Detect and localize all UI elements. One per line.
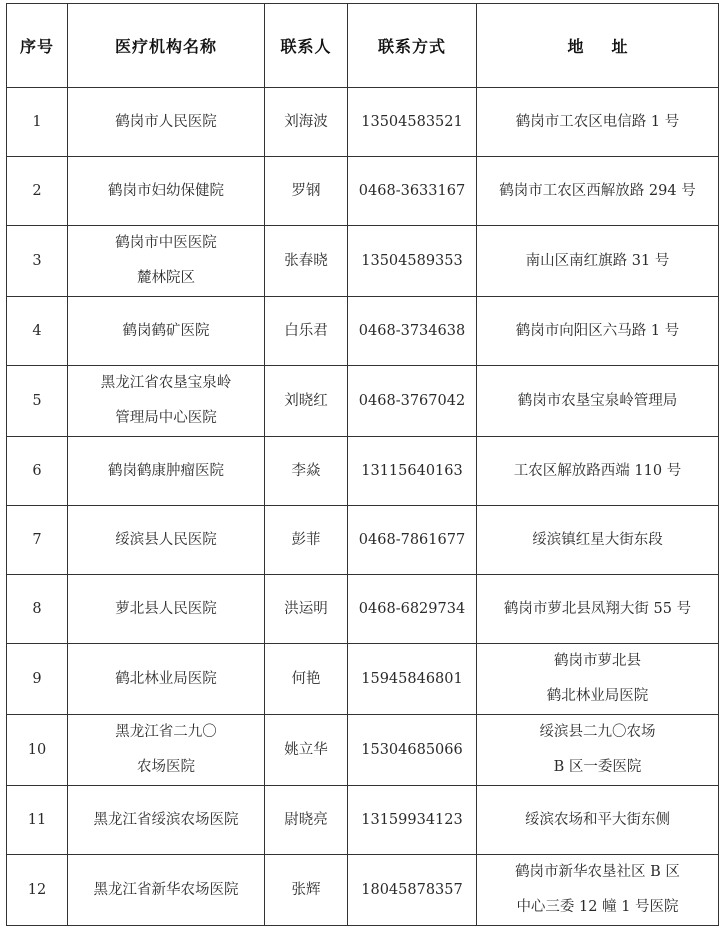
address-line: 鹤岗市农垦宝泉岭管理局	[517, 392, 678, 409]
contact-person: 张辉	[291, 881, 321, 898]
table-row	[7, 575, 719, 644]
row-number: 5	[32, 392, 42, 409]
cell-phone	[348, 297, 477, 366]
header-phone: 联系方式	[348, 4, 477, 88]
table-row	[7, 855, 719, 926]
address-line: 绥滨农场和平大街东侧	[525, 811, 670, 828]
cell-contact	[265, 644, 348, 715]
contact-person: 何艳	[291, 670, 321, 687]
address-line: 中心三委 12 幢 1 号医院	[516, 899, 679, 915]
address-line: 工农区解放路西端 110 号	[513, 462, 682, 479]
address-line: B 区一委医院	[553, 759, 642, 775]
phone-number: 0468-7861677	[358, 531, 466, 548]
address-line: 鹤岗市工农区西解放路 294 号	[499, 182, 696, 199]
cell-no	[7, 715, 68, 786]
cell-no	[7, 786, 68, 855]
cell-name	[68, 226, 265, 297]
row-number: 12	[27, 881, 47, 898]
header-name: 医疗机构名称	[68, 4, 265, 88]
table-row	[7, 366, 719, 437]
cell-phone	[348, 157, 477, 226]
table-row	[7, 437, 719, 506]
institution-name-line: 黑龙江省二九〇	[115, 724, 217, 740]
institution-name-line: 鹤北林业局医院	[115, 670, 217, 687]
contact-person: 洪运明	[284, 600, 328, 617]
phone-number: 13504589353	[361, 252, 463, 269]
cell-phone	[348, 644, 477, 715]
table-row	[7, 226, 719, 297]
cell-name	[68, 506, 265, 575]
contact-person: 白乐君	[284, 322, 328, 339]
cell-contact	[265, 226, 348, 297]
row-number: 4	[32, 322, 42, 339]
row-number: 3	[32, 252, 42, 269]
cell-phone	[348, 855, 477, 926]
cell-name	[68, 575, 265, 644]
institution-name-line: 农场医院	[137, 759, 195, 775]
cell-address	[477, 88, 719, 157]
phone-number: 13115640163	[361, 462, 463, 479]
contact-person: 尉晓亮	[284, 811, 328, 828]
row-number: 2	[32, 182, 42, 199]
cell-address	[477, 855, 719, 926]
row-number: 7	[32, 531, 42, 548]
cell-address	[477, 575, 719, 644]
address-line: 绥滨县二九〇农场	[539, 724, 656, 740]
cell-address	[477, 226, 719, 297]
cell-no	[7, 506, 68, 575]
cell-address	[477, 715, 719, 786]
header-contact: 联系人	[265, 4, 348, 88]
institution-name-line: 黑龙江省新华农场医院	[93, 881, 239, 898]
cell-contact	[265, 297, 348, 366]
cell-no	[7, 88, 68, 157]
table-row	[7, 297, 719, 366]
cell-name	[68, 786, 265, 855]
phone-number: 0468-3633167	[358, 182, 466, 199]
cell-no	[7, 855, 68, 926]
phone-number: 18045878357	[361, 881, 463, 898]
cell-no	[7, 437, 68, 506]
cell-no	[7, 157, 68, 226]
contact-person: 李焱	[291, 462, 321, 479]
phone-number: 0468-6829734	[358, 600, 466, 617]
institution-name-line: 鹤岗鹤康肿瘤医院	[108, 462, 224, 479]
cell-contact	[265, 366, 348, 437]
institution-name-line: 黑龙江省农垦宝泉岭	[100, 375, 232, 391]
cell-no	[7, 644, 68, 715]
cell-name	[68, 437, 265, 506]
hospital-table	[6, 3, 719, 926]
cell-contact	[265, 437, 348, 506]
cell-name	[68, 715, 265, 786]
cell-address	[477, 366, 719, 437]
table-body	[7, 88, 719, 926]
table-row	[7, 715, 719, 786]
cell-name	[68, 366, 265, 437]
institution-name-line: 鹤岗市中医医院	[115, 235, 217, 251]
table-row	[7, 88, 719, 157]
cell-name	[68, 157, 265, 226]
row-number: 6	[32, 462, 42, 479]
cell-contact	[265, 88, 348, 157]
cell-name	[68, 297, 265, 366]
phone-number: 15304685066	[361, 741, 463, 758]
table-row	[7, 157, 719, 226]
row-number: 10	[27, 741, 47, 758]
institution-name-line: 鹤岗鹤矿医院	[122, 322, 210, 339]
contact-person: 刘海波	[284, 113, 328, 130]
cell-contact	[265, 157, 348, 226]
cell-no	[7, 366, 68, 437]
cell-phone	[348, 715, 477, 786]
row-number: 9	[32, 670, 42, 687]
cell-contact	[265, 575, 348, 644]
contact-person: 彭菲	[291, 531, 321, 548]
cell-phone	[348, 786, 477, 855]
cell-phone	[348, 575, 477, 644]
phone-number: 13504583521	[361, 113, 463, 130]
contact-person: 姚立华	[284, 741, 328, 758]
cell-address	[477, 437, 719, 506]
row-number: 1	[32, 113, 42, 130]
cell-address	[477, 644, 719, 715]
institution-name-line: 管理局中心医院	[115, 410, 217, 426]
cell-address	[477, 157, 719, 226]
table-row	[7, 506, 719, 575]
table-row	[7, 786, 719, 855]
row-number: 11	[27, 811, 47, 828]
address-line: 鹤岗市萝北县	[554, 653, 641, 669]
address-line: 鹤岗市萝北县凤翔大街 55 号	[503, 600, 692, 617]
cell-no	[7, 297, 68, 366]
cell-name	[68, 88, 265, 157]
row-number: 8	[32, 600, 42, 617]
phone-number: 15945846801	[361, 670, 463, 687]
institution-name-line: 萝北县人民医院	[115, 600, 217, 617]
address-line: 鹤北林业局医院	[546, 688, 649, 704]
cell-no	[7, 226, 68, 297]
cell-contact	[265, 715, 348, 786]
cell-name	[68, 644, 265, 715]
institution-name-line: 鹤岗市妇幼保健院	[108, 182, 224, 199]
phone-number: 0468-3767042	[358, 392, 466, 409]
contact-person: 刘晓红	[284, 392, 328, 409]
contact-person: 张春晓	[284, 252, 328, 269]
table-row	[7, 644, 719, 715]
cell-phone	[348, 506, 477, 575]
header-no: 序号	[7, 4, 68, 88]
address-line: 鹤岗市新华农垦社区 B 区	[515, 864, 680, 880]
cell-address	[477, 786, 719, 855]
address-line: 南山区南红旗路 31 号	[525, 252, 670, 269]
phone-number: 13159934123	[361, 811, 463, 828]
cell-no	[7, 575, 68, 644]
cell-contact	[265, 786, 348, 855]
address-line: 绥滨镇红星大街东段	[532, 531, 663, 548]
cell-phone	[348, 366, 477, 437]
address-line: 鹤岗市工农区电信路 1 号	[515, 113, 680, 130]
address-line: 鹤岗市向阳区六马路 1 号	[515, 322, 680, 339]
cell-contact	[265, 855, 348, 926]
header-address: 地址	[477, 4, 719, 88]
cell-address	[477, 506, 719, 575]
institution-name-line: 黑龙江省绥滨农场医院	[93, 811, 239, 828]
institution-name-line: 鹤岗市人民医院	[115, 113, 217, 130]
phone-number: 0468-3734638	[358, 322, 466, 339]
cell-phone	[348, 226, 477, 297]
cell-phone	[348, 437, 477, 506]
institution-name-line: 麓林院区	[137, 270, 195, 286]
table-header-row	[7, 4, 719, 88]
cell-address	[477, 297, 719, 366]
cell-name	[68, 855, 265, 926]
cell-contact	[265, 506, 348, 575]
cell-phone	[348, 88, 477, 157]
contact-person: 罗钢	[291, 182, 321, 199]
institution-name-line: 绥滨县人民医院	[115, 531, 217, 548]
